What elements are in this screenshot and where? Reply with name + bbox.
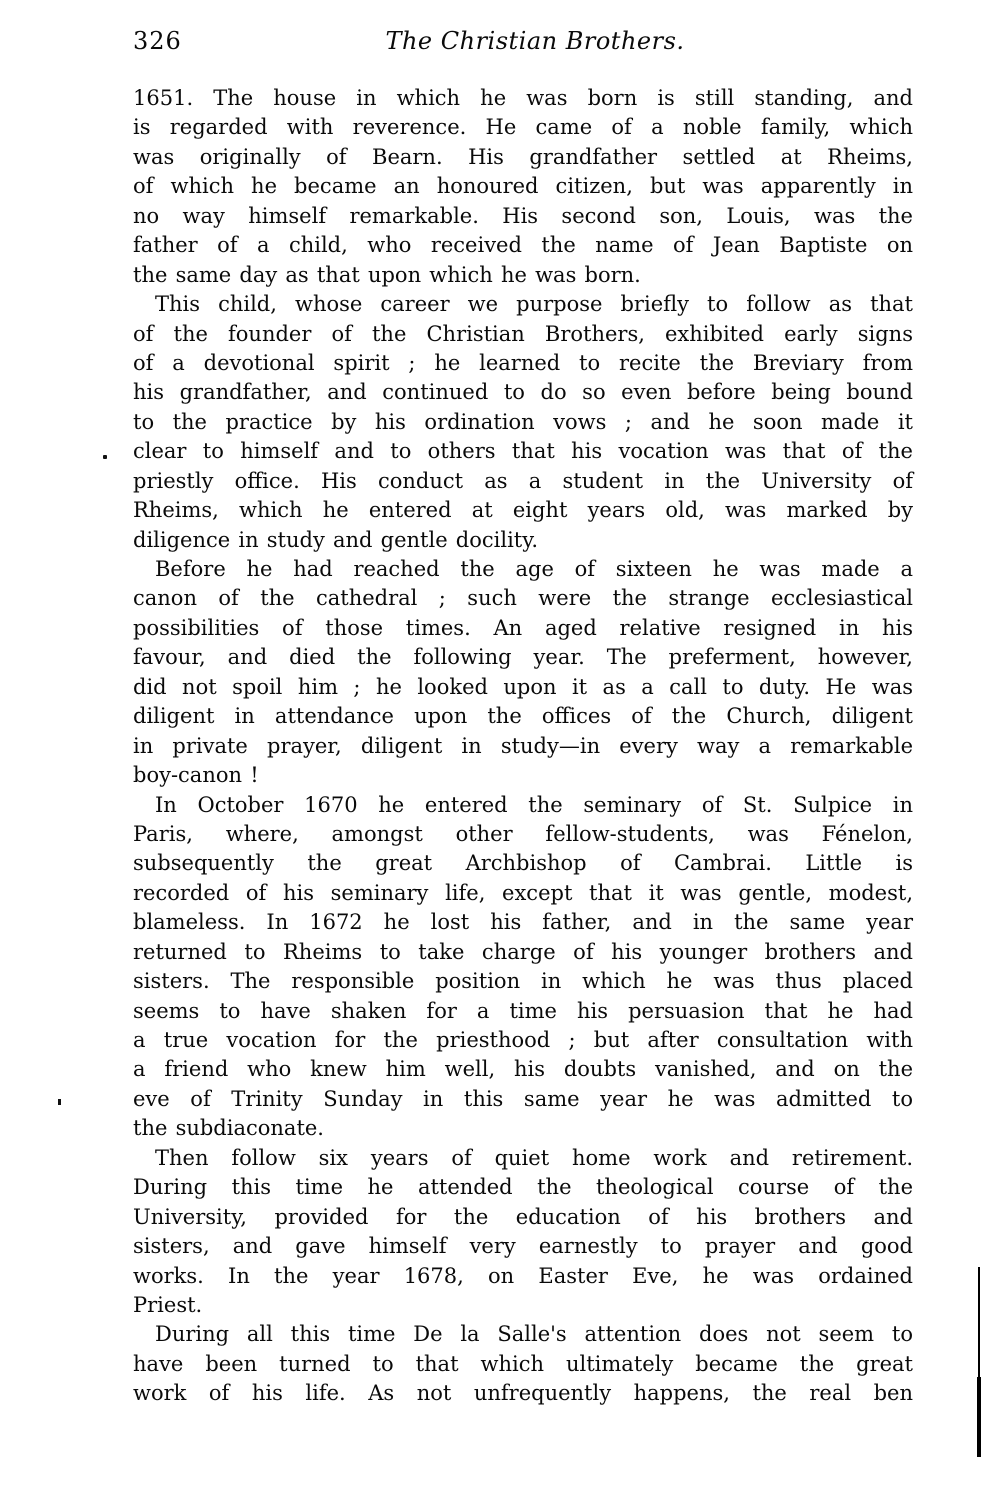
text-line: possibilities of those times. An aged relative resigned in his (133, 615, 913, 640)
text-line: priestly office. His conduct as a student in the University of (133, 468, 913, 493)
text-line: a friend who knew him well, his doubts vanished, and on the (133, 1057, 913, 1082)
text-line: sisters, and gave himself very earnestly to prayer and good (133, 1234, 913, 1259)
text-line: diligence in study and gentle docility. (133, 527, 538, 552)
text-line: the same day as that upon which he was born. (133, 262, 641, 287)
text-line: of the founder of the Christian Brothers, exhibited early signs (133, 321, 913, 346)
text-line: seems to have shaken for a time his persuasion that he had (133, 998, 913, 1023)
text-line: boy-canon ! (133, 763, 259, 788)
text-line: Paris, where, amongst other fellow-students, was Fénelon, (133, 821, 913, 846)
text-line: During all this time De la Salle's attention does not seem to (155, 1322, 913, 1347)
text-line: clear to himself and to others that his vocation was that of the (133, 439, 913, 464)
text-line: work of his life. As not unfrequently happens, the real ben (133, 1381, 913, 1406)
paragraph (133, 791, 913, 1144)
text-line: Priest. (133, 1292, 203, 1317)
text-line: of a devotional spirit ; he learned to recite the Breviary from (133, 350, 913, 375)
text-line: favour, and died the following year. The preferment, however, (133, 645, 913, 670)
scan-speck (103, 455, 107, 459)
text-line: no way himself remarkable. His second son, Louis, was the (133, 203, 913, 228)
text-line: returned to Rheims to take charge of his younger brothers and (133, 939, 913, 964)
text-line: University, provided for the education of his brothers and (133, 1204, 913, 1229)
text-line: canon of the cathedral ; such were the strange ecclesiastical (133, 586, 913, 611)
text-line: the subdiaconate. (133, 1116, 324, 1141)
text-line: father of a child, who received the name of Jean Baptiste on (133, 233, 913, 258)
page-number: 326 (133, 27, 182, 55)
paragraph (133, 1144, 913, 1321)
running-title: The Christian Brothers. (385, 27, 685, 55)
text-line: Then follow six years of quiet home work and retirement. (155, 1145, 913, 1170)
text-line: is regarded with reverence. He came of a noble family, which (133, 115, 913, 140)
text-line: his grandfather, and continued to do so even before being bound (133, 380, 913, 405)
page-header (133, 27, 913, 61)
scan-artifact-line (978, 1267, 980, 1457)
paragraph (133, 84, 913, 290)
text-line: In October 1670 he entered the seminary of St. Sulpice in (155, 792, 913, 817)
text-line: sisters. The responsible position in which he was thus placed (133, 969, 913, 994)
text-line: diligent in attendance upon the offices of the Church, diligent (133, 704, 913, 729)
text-line: a true vocation for the priesthood ; but after consultation with (133, 1028, 913, 1052)
text-line: works. In the year 1678, on Easter Eve, he was ordained (133, 1263, 913, 1288)
paragraph (133, 1320, 913, 1408)
text-line: subsequently the great Archbishop of Cambrai. Little is (133, 851, 913, 876)
text-line: 1651. The house in which he was born is still standing, and (133, 86, 913, 110)
scan-speck (58, 1099, 61, 1105)
text-line: eve of Trinity Sunday in this same year he was admitted to (133, 1086, 913, 1111)
text-line: recorded of his seminary life, except that it was gentle, modest, (133, 880, 913, 905)
text-line: During this time he attended the theological course of the (133, 1175, 913, 1200)
text-line: blameless. In 1672 he lost his father, and in the same year (133, 910, 913, 935)
text-line: Before he had reached the age of sixteen he was made a (155, 557, 913, 581)
text-line: to the practice by his ordination vows ; and he soon made it (133, 409, 913, 434)
text-line: Rheims, which he entered at eight years old, was marked by (133, 498, 913, 523)
text-line: did not spoil him ; he looked upon it as a call to duty. He was (133, 674, 913, 699)
page-body (133, 84, 913, 1409)
text-line: of which he became an honoured citizen, but was apparently in (133, 174, 913, 199)
text-line: was originally of Bearn. His grandfather settled at Rheims, (133, 144, 913, 169)
text-line: This child, whose career we purpose briefly to follow as that (155, 292, 913, 317)
text-line: have been turned to that which ultimately became the great (133, 1351, 913, 1376)
paragraph (133, 290, 913, 555)
paragraph (133, 555, 913, 791)
text-line: in private prayer, diligent in study—in every way a remarkable (133, 733, 913, 758)
